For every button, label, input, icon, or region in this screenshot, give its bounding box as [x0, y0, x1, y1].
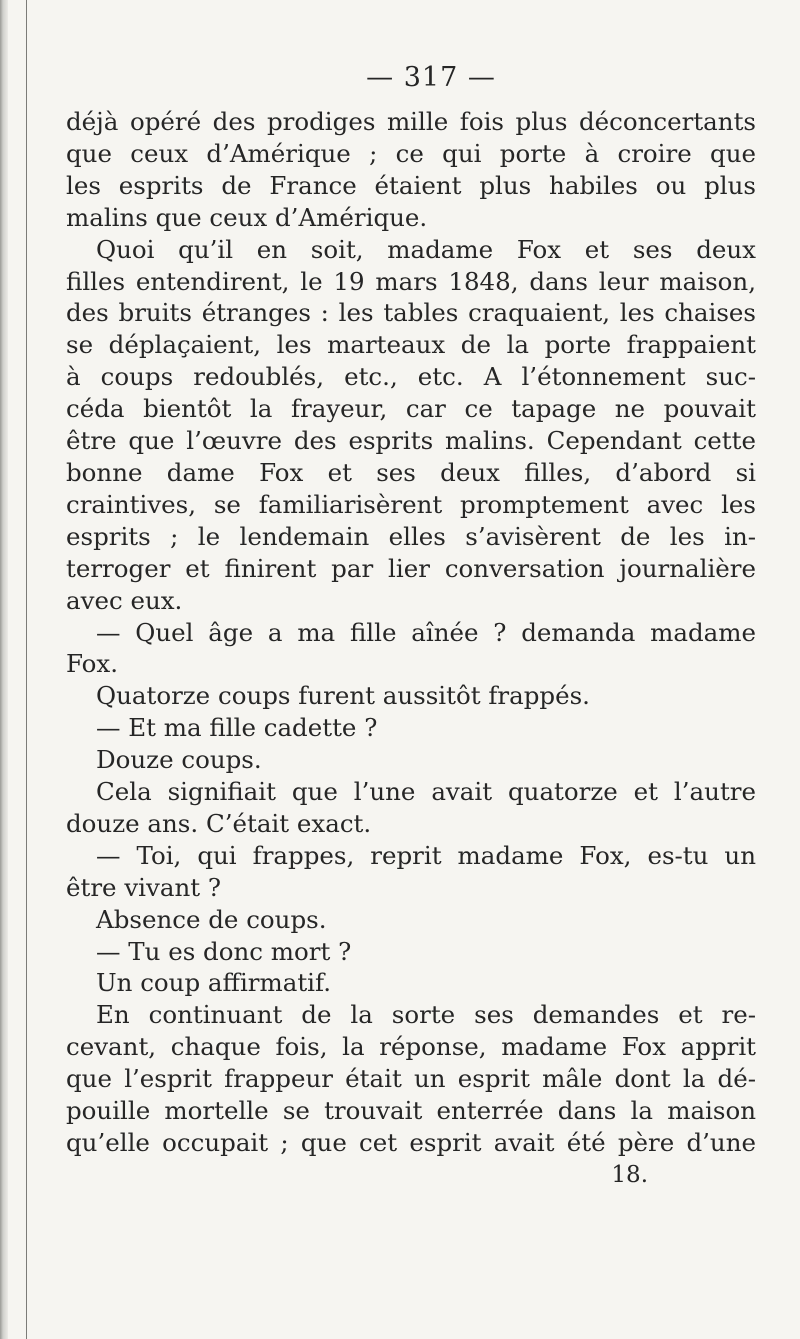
text-line: que ceux d’Amérique ; ce qui porte à croire que — [66, 138, 756, 168]
text-line: En continuant de la sorte ses demandes et re- — [96, 1000, 756, 1030]
text-line: Quoi qu’il en soit, madame Fox et ses deux — [96, 234, 756, 264]
text-line: céda bientôt la frayeur, car ce tapage ne pouvait — [66, 394, 756, 424]
text-line: qu’elle occupait ; que cet esprit avait été père d’une — [66, 1128, 756, 1157]
text-line: craintives, se familiarisèrent promptement avec les — [66, 489, 756, 519]
text-line: malins que ceux d’Amérique. — [66, 202, 428, 232]
text-line: — Quel âge a ma fille aînée ? demanda madame — [96, 617, 756, 647]
text-line: Absence de coups. — [96, 904, 327, 934]
page-number: — 317 — — [366, 62, 496, 93]
text-line: Cela signifiait que l’une avait quatorze et l’autre — [96, 777, 756, 807]
text-line: — Toi, qui frappes, reprit madame Fox, es-tu un — [96, 840, 756, 870]
text-line: que l’esprit frappeur était un esprit mâle dont la dé- — [66, 1064, 756, 1094]
text-line: pouille mortelle se trouvait enterrée dans la maison — [66, 1096, 756, 1126]
book-page — [66, 60, 756, 1191]
text-line: Fox. — [66, 649, 119, 679]
text-line: les esprits de France étaient plus habiles ou plus — [66, 170, 756, 200]
text-line: avec eux. — [66, 585, 183, 615]
text-line: esprits ; le lendemain elles s’avisèrent de les in- — [66, 521, 756, 551]
text-line: terroger et finirent par lier conversation journalière — [66, 553, 756, 583]
signature-mark: 18. — [611, 1161, 648, 1188]
body-text — [66, 106, 756, 1159]
text-line: filles entendirent, le 19 mars 1848, dans leur maison, — [66, 266, 756, 296]
binding-rule — [26, 0, 27, 1339]
text-line: — Tu es donc mort ? — [96, 936, 352, 966]
text-line: être vivant ? — [66, 872, 222, 902]
text-line: douze ans. C’était exact. — [66, 808, 372, 838]
text-line: Un coup affirmatif. — [96, 968, 331, 998]
text-line: à coups redoublés, etc., etc. A l’étonnement suc- — [66, 362, 756, 392]
text-line: — Et ma fille cadette ? — [96, 713, 378, 743]
text-line: Douze coups. — [96, 745, 262, 775]
text-line: cevant, chaque fois, la réponse, madame Fox apprit — [66, 1032, 756, 1062]
binding-edge — [0, 0, 8, 1339]
text-line: Quatorze coups furent aussitôt frappés. — [96, 681, 590, 711]
text-line: être que l’œuvre des esprits malins. Cependant cette — [66, 426, 756, 456]
text-line: bonne dame Fox et ses deux filles, d’abord si — [66, 457, 756, 487]
text-line: des bruits étranges : les tables craquaient, les chaises — [66, 298, 756, 328]
text-line: déjà opéré des prodiges mille fois plus déconcertants — [66, 107, 756, 136]
text-line: se déplaçaient, les marteaux de la porte frappaient — [66, 330, 756, 360]
